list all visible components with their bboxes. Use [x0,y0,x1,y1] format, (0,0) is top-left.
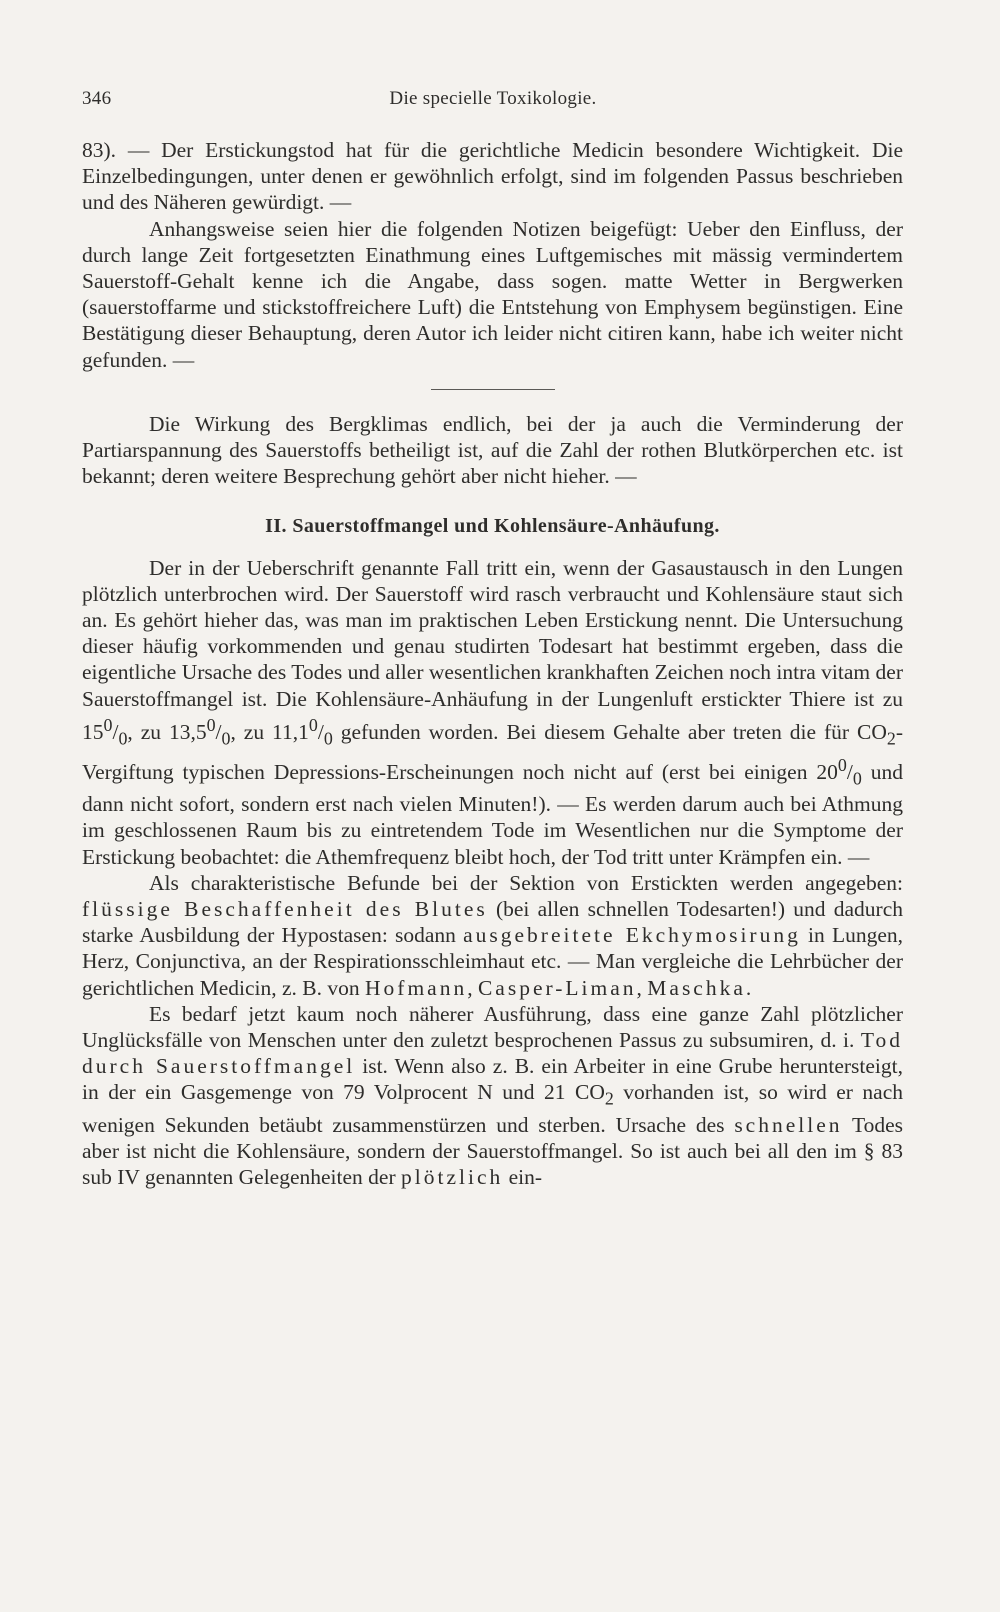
subscript: 0 [323,728,333,749]
text-run: in Lungen, Herz, Conjunctiva, an der Respirationsschleimhaut etc. — Man vergleiche die Lehrbücher der gerichtlichen Medicin, z. B. von [82,923,903,1000]
section-divider [431,389,555,390]
running-title: Die specielle Toxikologie. [389,88,597,109]
paragraph-6 [82,1001,903,1191]
text-run: und dann nicht sofort, sondern erst nach vielen Minuten!). — Es werden darum auch bei Athmung im geschlossenen Raum bis zu eintretendem Tode im Wesentlichen nur die Symptome der Erstickung beobachtet: die Athemfrequenz bleibt hoch, der Tod tritt unter Krämpfen ein. — [82,759,904,869]
spaced-emphasis: ausgebreitete Ekchymosirung [463,923,801,948]
subscript: 0 [852,767,862,788]
spaced-emphasis: schnellen [734,1112,843,1137]
body-text [82,137,903,1191]
text-run: . [745,975,752,1000]
author-name: Hofmann [365,975,468,1000]
spaced-emphasis: flüssige Beschaffenheit des Blutes [82,896,488,921]
text-run: Anhangsweise seien hier die folgenden Notizen beigefügt: Ueber den Einfluss, der durch lange Zeit fortgesetzten Einathmung eines Luftgemisches mit mässig vermindertem Sauerstoff-Gehalt kenne ich die Angabe, dass sogen. matte Wetter in Bergwerken (sauerstoffarme und stickstoffreichere Luft) die Entstehung von Emphysem begünstigen. Eine Bestätigung dieser Behauptung, deren Autor ich leider nicht citiren kann, habe ich weiter nicht gefunden. — [82,216,903,372]
spaced-emphasis: plötzlich [401,1165,504,1190]
text-run: , zu 11,1 [230,720,309,745]
spaced-emphasis: Tod durch Sauerstoffmangel [82,1028,903,1079]
paragraph-4 [82,555,903,870]
text-run: Todes aber ist nicht die Kohlensäure, sondern der Sauerstoffmangel. So ist auch bei all den im § 83 sub IV genannten Gelegenheiten der [82,1112,903,1190]
text-run: -Vergiftung typischen Depressions-Erscheinungen noch nicht auf (erst bei einigen 20 [82,720,903,784]
subscript: 0 [118,728,128,749]
text-run: Der in der Ueberschrift genannte Fall tritt ein, wenn der Gasaustausch in den Lungen plötzlich unterbrochen wird. Der Sauerstoff wird rasch verbraucht und Kohlensäure staut sich an. Es gehört hieher das, was man im praktischen Leben Erstickung nennt. Die Untersuchung dieser häufig vorkommenden und genau studirten Todesart hat bestimmt ergeben, dass die eigentliche Ursache des Todes und aller wesentlichen krankhaften Zeichen noch intra vitam der Sauerstoffmangel ist. Die Kohlensäure-Anhäufung in der Lungenluft erstickter Thiere ist zu 15 [82,555,903,745]
paragraph-1 [82,137,903,216]
subscript: 2 [886,728,896,749]
page-header [82,88,904,118]
superscript: 0 [206,714,216,735]
author-name: Casper-Liman [477,975,637,1000]
superscript: 0 [103,714,113,735]
text-run: , [467,975,478,1000]
paragraph-2 [82,216,903,373]
section-heading: II. Sauerstoffmangel und Kohlensäure-Anhäufung. [265,515,720,538]
text-run: , [636,975,648,1000]
subscript: 2 [604,1088,614,1109]
slash: / [215,720,222,745]
text-run: 83). — Der Erstickungstod hat für die gerichtliche Medicin besondere Wichtigkeit. Die Einzelbedingungen, unter denen er gewöhnlich erfolgt, sind im folgenden Passus beschrieben und des Näheren gewürdigt. — [82,138,903,215]
text-run: (bei allen schnellen Todesarten!) und dadurch starke Ausbildung der Hypostasen: sodann [82,896,903,948]
slash: / [846,759,853,784]
text-run: vorhanden ist, so wird er nach wenigen Sekunden betäubt zusammenstürzen und sterben. Ursache des [82,1080,904,1137]
text-run: Die Wirkung des Bergklimas endlich, bei der ja auch die Verminderung der Partiarspannung des Sauerstoffs betheiligt ist, auf die Zahl der rothen Blutkörperchen etc. ist bekannt; deren weitere Besprechung gehört aber nicht hieher. — [82,411,903,489]
text-run: , zu 13,5 [127,720,207,745]
paragraph-3 [82,411,903,490]
subscript: 0 [221,728,231,749]
page-number: 346 [82,88,112,109]
superscript: 0 [308,714,318,735]
slash: / [317,720,324,745]
text-run: ein- [503,1165,543,1190]
author-name: Maschka [647,975,746,1000]
text-run: gefunden worden. Bei diesem Gehalte aber treten die für CO [332,720,887,745]
slash: / [112,720,119,745]
text-run: ist. Wenn also z. B. ein Arbeiter in eine Grube heruntersteigt, in der ein Gasgemenge von 79 Volprocent N und 21 CO [82,1054,903,1105]
text-run: Es bedarf jetzt kaum noch näherer Ausführung, dass eine ganze Zahl plötzlicher Unglücksfälle von Menschen unter den zuletzt besprochenen Passus zu subsumiren, d. i. [82,1001,903,1052]
superscript: 0 [837,754,847,775]
text-run: Als charakteristische Befunde bei der Sektion von Erstickten werden angegeben: [149,870,903,895]
paragraph-5 [82,870,903,1001]
